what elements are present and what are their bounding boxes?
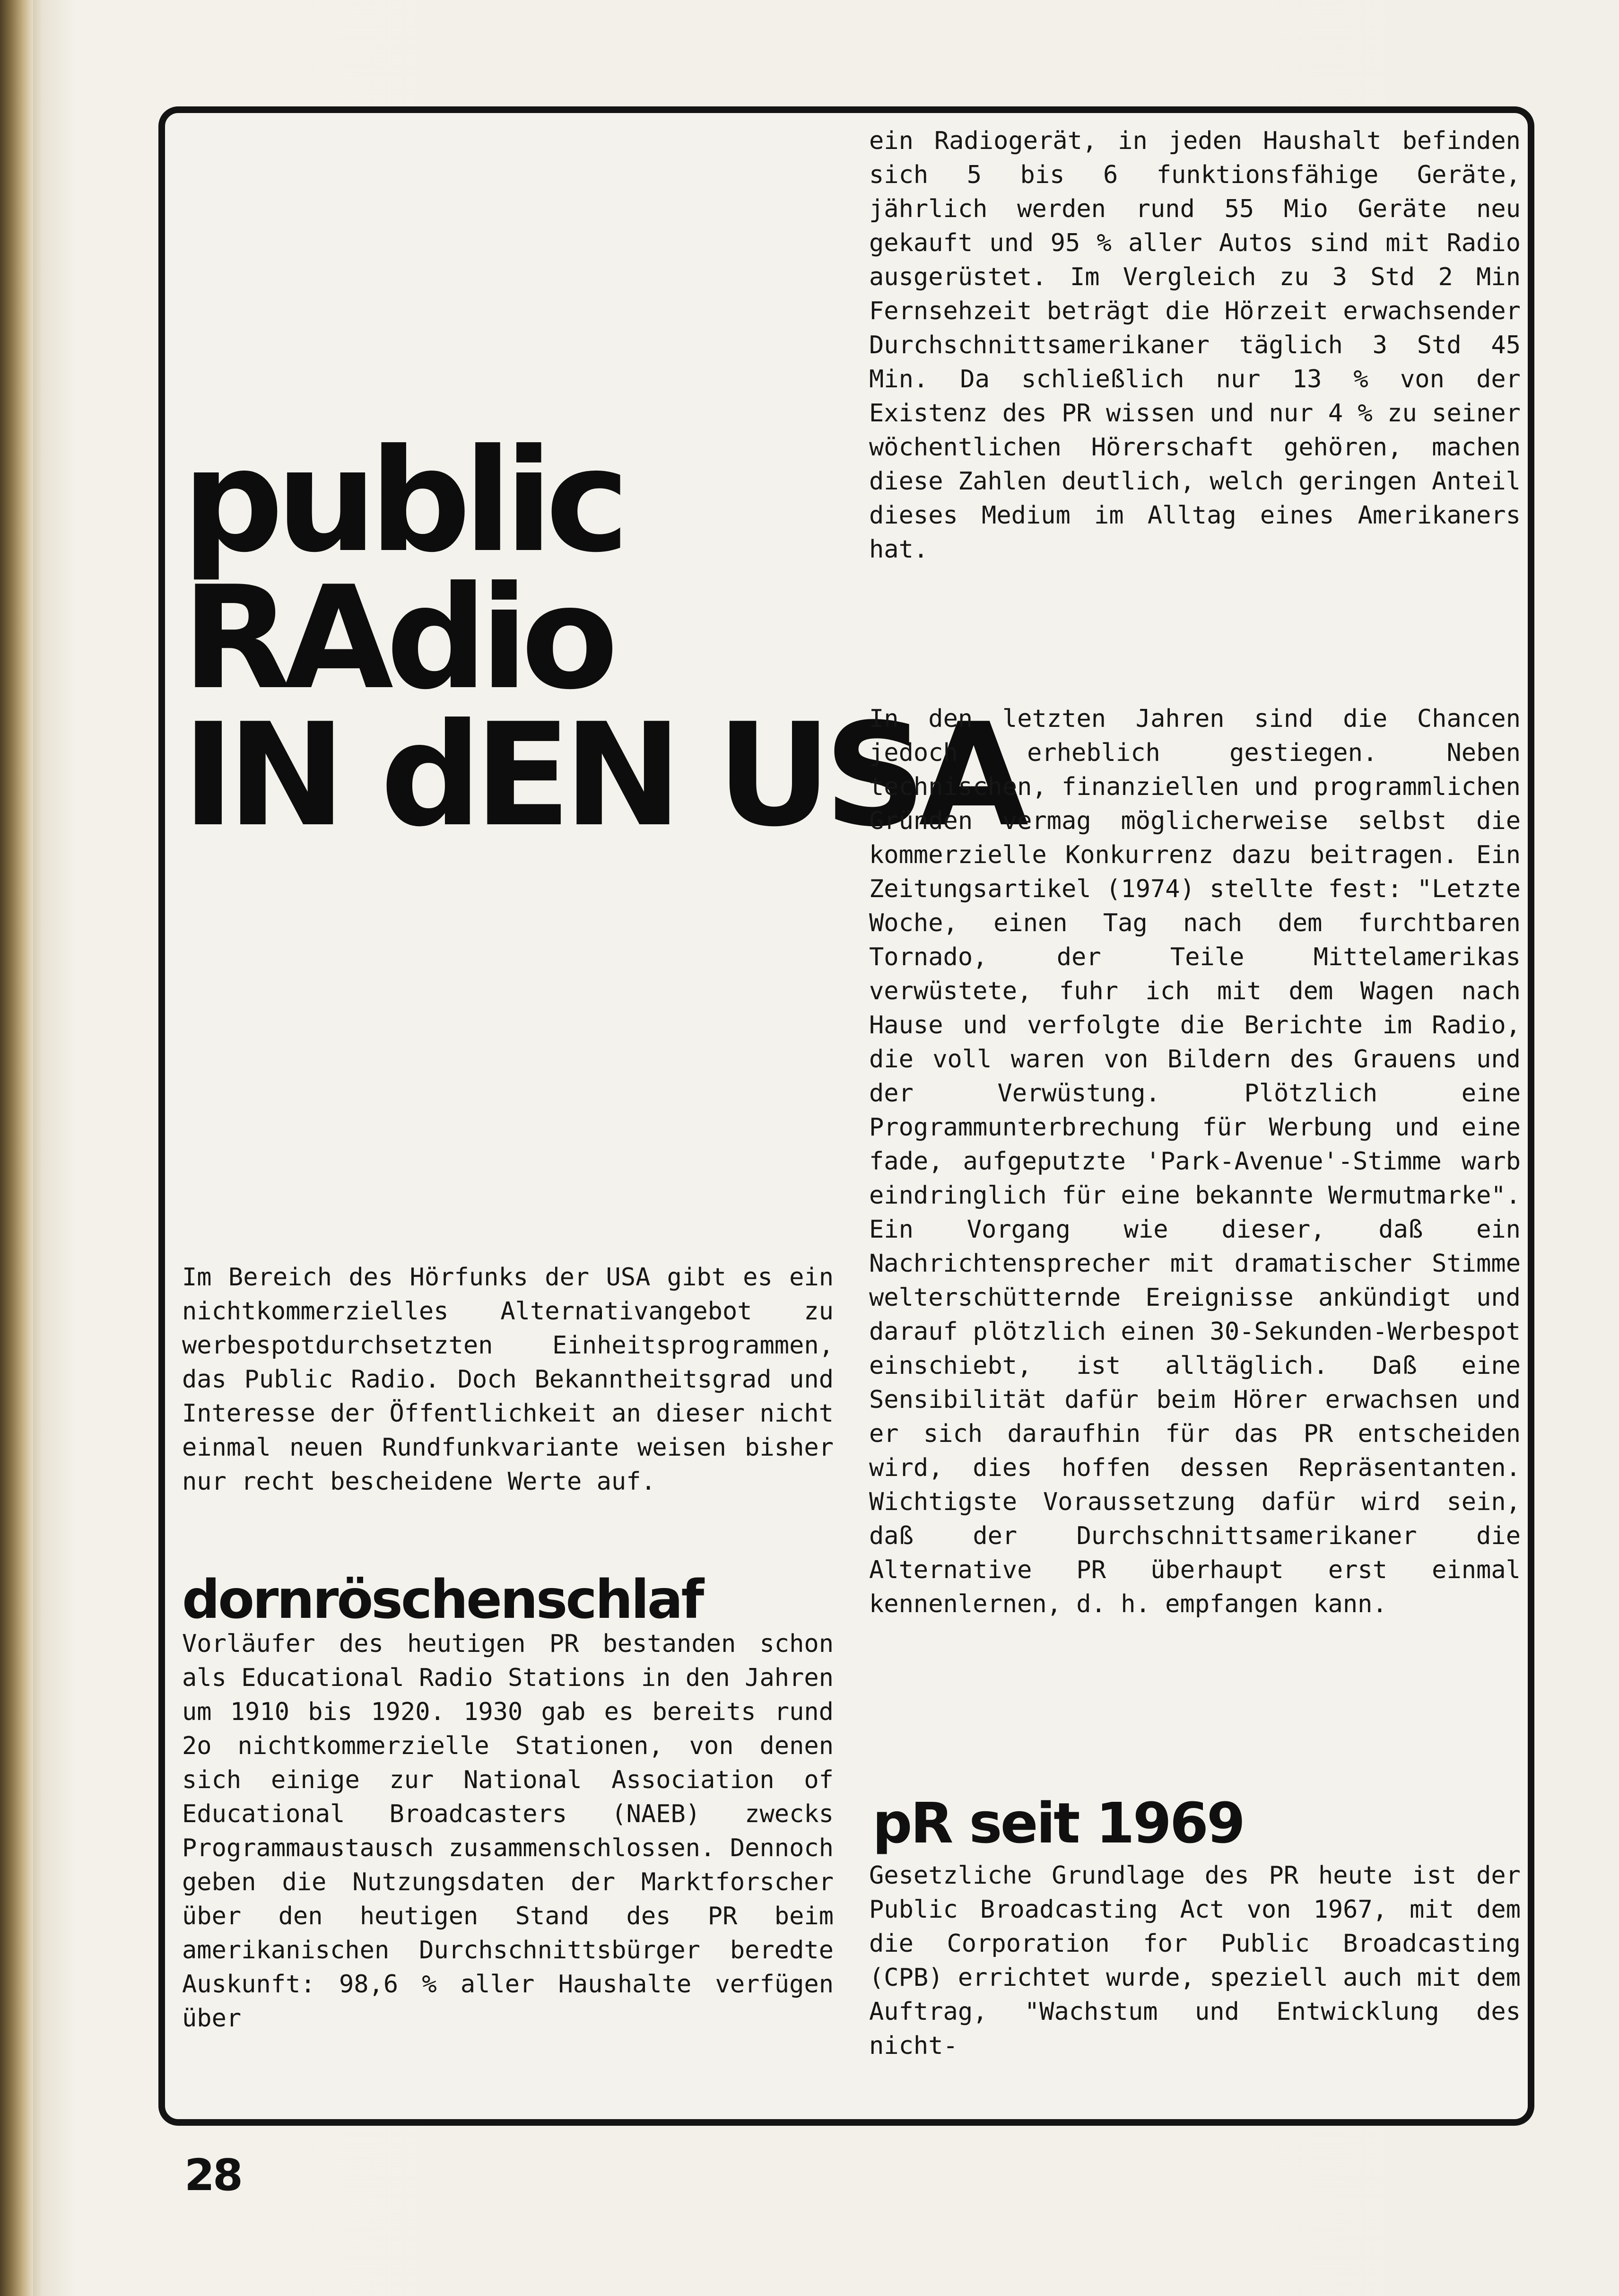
headline-line-3: IN dEN USA: [182, 693, 1021, 858]
section-body-pr-seit-1969: Gesetzliche Grundlage des PR heute ist der Public Broadcasting Act von 1967, mit dem die Corporation for Public Broadcasting (CPB) errichtet wurde, speziell auch mit dem Auftrag, "Wachstum und Entwicklung des nicht-: [869, 1861, 1521, 2060]
headline-line-1: public: [182, 419, 622, 584]
book-spine: [0, 0, 33, 2296]
section-body-dornroeschenschlaf: Vorläufer des heutigen PR bestanden schon als Educational Radio Stations in den Jahren um 1910 bis 1920. 1930 gab es bereits rund 2o nichtkommerzielle Stationen, von denen sich einige zur National Association of Educational Broadcasters (NAEB) zwecks Programmaustausch zusammenschlossen. Dennoch geben die Nutzungsdaten der Marktforscher über den heutigen Stand des PR beim amerikanischen Durchschnittsbürger beredte Auskunft: 98,6 % aller Haushalte verfügen über: [182, 1630, 834, 2033]
article-headline: [182, 419, 1021, 858]
section-heading-dornroeschenschlaf: dornröschenschlaf: [182, 1569, 703, 1631]
right-column-paragraph-1: ein Radiogerät, in jeden Haushalt befinden sich 5 bis 6 funktionsfähige Geräte, jährlich werden rund 55 Mio Geräte neu gekauft und 95 % aller Autos sind mit Radio ausgerüstet. Im Vergleich zu 3 Std 2 Min Fernsehzeit beträgt die Hörzeit erwachsender Durchschnittsamerikaner täglich 3 Std 45 Min. Da schließlich nur 13 % von der Existenz des PR wissen und nur 4 % zu seiner wöchentlichen Hörerschaft gehören, machen diese Zahlen deutlich, welch geringen Anteil dieses Medium im Alltag eines Amerikaners hat.: [869, 127, 1521, 564]
right-column-paragraph-2: In den letzten Jahren sind die Chancen jedoch erheblich gestiegen. Neben technischen, finanziellen und programmlichen Gründen vermag möglicherweise selbst die kommerzielle Konkurrenz dazu beitragen. Ein Zeitungsartikel (1974) stellte fest: "Letzte Woche, einen Tag nach dem furchtbaren Tornado, der Teile Mittelamerikas verwüstete, fuhr ich mit dem Wagen nach Hause und verfolgte die Berichte im Radio, die voll waren von Bildern des Grauens und der Verwüstung. Plötzlich eine Programmunterbrechung für Werbung und eine fade, aufgeputzte 'Park-Avenue'-Stimme warb eindringlich für eine bekannte Wermutmarke". Ein Vorgang wie dieser, daß ein Nachrichtensprecher mit dramatischer Stimme welterschütternde Ereignisse ankündigt und darauf plötzlich einen 30-Sekunden-Werbespot einschiebt, ist alltäglich. Daß eine Sensibilität dafür beim Hörer erwachsen und er sich daraufhin für das PR entscheiden wird, dies hoffen dessen Repräsentanten. Wichtigste Voraussetzung dafür wird sein, daß der Durchschnittsamerikaner die Alternative PR überhaupt erst einmal kennenlernen, d. h. empfangen kann.: [869, 705, 1521, 1618]
headline-line-2: RAdio: [182, 556, 611, 721]
section-heading-pr-seit-1969: pR seit 1969: [872, 1790, 1244, 1856]
intro-paragraph: Im Bereich des Hörfunks der USA gibt es ein nichtkommerzielles Alternativangebot zu werbespotdurchsetzten Einheitsprogrammen, das Public Radio. Doch Bekanntheitsgrad und Interesse der Öffentlichkeit an dieser nicht einmal neuen Rundfunkvariante weisen bisher nur recht bescheidene Werte auf.: [182, 1263, 834, 1496]
page-number: 28: [184, 2150, 242, 2200]
